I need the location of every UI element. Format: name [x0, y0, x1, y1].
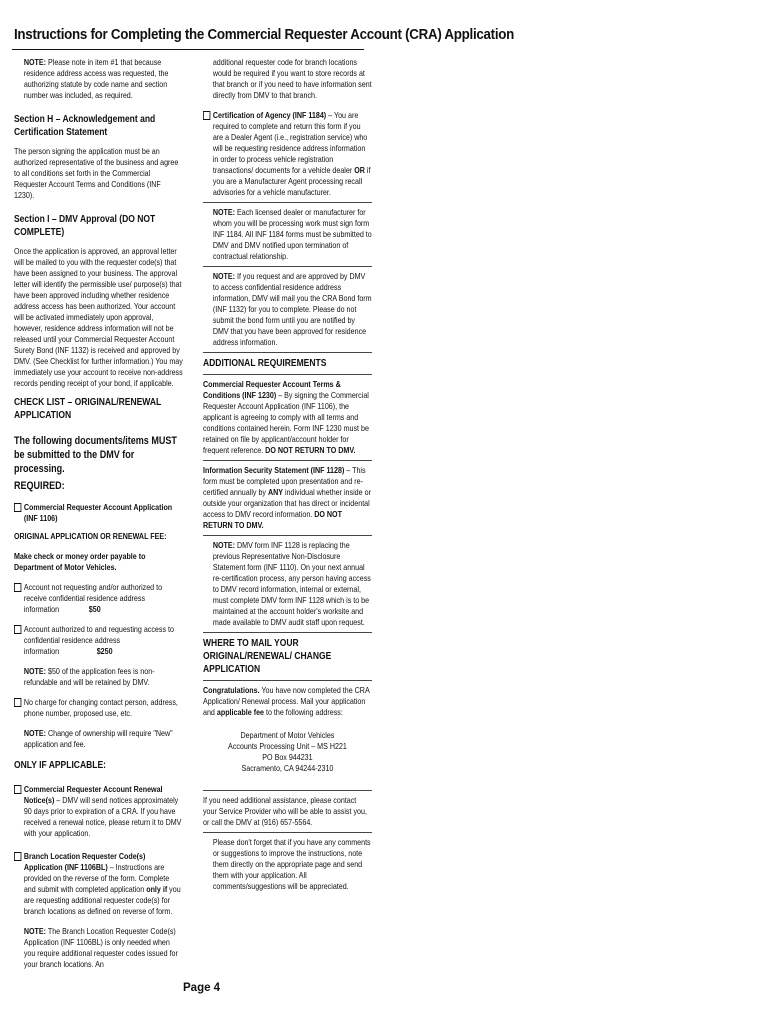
note-branch-location: NOTE: The Branch Location Requester Code(s) Application (INF 1106BL) is only needed when you require additional requester codes issued for your branch locations. An [23, 926, 178, 969]
check-payable-text: Make check or money order payable to Department of Motor Vehicles. [14, 551, 146, 572]
note-dealer: NOTE: Each licensed dealer or manufacturer for whom you will be processing work must sign form INF 1184. All INF 1184 forms must be submitted to DMV and DMV notified upon termination of contractual relationship. [212, 207, 372, 261]
right-column [203, 57, 373, 892]
note-inf-1128: NOTE: DMV form INF 1128 is replacing the previous Representative Non-Disclosure Statement form (INF 1110). On your next annual re-certification process, any person having access to DMV record information, internal or external, must complete DMV form INF 1128 which is to be maintained at the account holder's worksite and made available to DMV audit staff upon request. [212, 540, 371, 627]
divider [203, 202, 372, 203]
checklist-item-cra-application: Commercial Requester Account Application (INF 1106) [14, 502, 183, 524]
terms-and-conditions-text: Commercial Requester Account Terms & Conditions (INF 1230) – By signing the Commercial Requester Account Application (INF 1106), the applicant is agreeing to comply with all terms and conditions contained herein. Form INF 1230 must be retained on file by applicant/account holder for frequent reference. DO NOT RETURN TO DMV. [203, 379, 369, 455]
fee-amount: $250 [96, 646, 113, 656]
checklist-item-no-charge: No charge for changing contact person, address, phone number, proposed use, etc. [14, 697, 183, 719]
divider [203, 790, 372, 791]
page-number: Page 4 [183, 982, 221, 994]
mailing-address-line: Department of Motor Vehicles [240, 730, 335, 740]
checkbox[interactable] [203, 111, 210, 120]
divider [203, 266, 372, 267]
submit-heading: The following documents/items MUST be submitted to the DMV for processing. [14, 435, 177, 475]
required-label: REQUIRED: [14, 480, 65, 492]
divider [203, 832, 372, 833]
divider [203, 374, 372, 375]
only-if-applicable-heading: ONLY IF APPLICABLE: [14, 760, 107, 771]
branch-note-continued: additional requester code for branch locations would be required if you want to store records at that branch or if you need to have information sent directly from DMV to that branch. [212, 57, 372, 100]
note-bond: NOTE: If you request and are approved by DMV to access confidential residence address information, DMV will mail you the CRA Bond form (INF 1132) for you to complete. Please do not submit the bond form until you are notified by DMV that you have been approved for residence address information. [212, 271, 372, 347]
checkbox[interactable] [14, 785, 21, 794]
checkbox[interactable] [14, 583, 21, 592]
assistance-text: If you need additional assistance, please contact your Service Provider who will be able to assist you, or call the DMV at (916) 657-5564. [203, 795, 367, 827]
mailing-address-line: Sacramento, CA 94244-2310 [241, 763, 334, 773]
divider [203, 535, 372, 536]
mailing-address-line: PO Box 944231 [262, 752, 313, 762]
checkbox[interactable] [14, 625, 21, 634]
divider [203, 680, 372, 681]
divider [203, 632, 372, 633]
title-divider [12, 49, 364, 50]
divider [203, 352, 372, 353]
section-h-text: The person signing the application must be an authorized representative of the business and agree to all conditions set forth in the Commercial Requester Account Terms and Conditions (INF 1230). [14, 146, 179, 200]
checklist-heading: CHECK LIST – ORIGINAL/RENEWAL APPLICATION [14, 397, 162, 421]
left-column [14, 57, 184, 970]
fee-heading: ORIGINAL APPLICATION OR RENEWAL FEE: [14, 531, 167, 541]
checklist-item-certification-of-agency: Certification of Agency (INF 1184) – You are required to complete and return this form if you are a Dealer Agent (i.e., registration service) who will be requesting residence address information in order to process vehicle registration transactions/ documents for a vehicle dealer OR if you are a Manufacturer Agent processing recall advisories for a vehicle manufacturer. [203, 110, 372, 198]
information-security-text: Information Security Statement (INF 1128) – This form must be completed upon presentation and re-certified annually by ANY individual whether inside or outside your organization that has direct or incidental access to DMV record information. DO NOT RETURN TO DMV. [203, 465, 371, 530]
checklist-item-fee-50: Account not requesting and/or authorized to receive confidential residence address information $50 [14, 582, 183, 615]
comments-text: Please don't forget that if you have any comments or suggestions to improve the instructions, note them directly on the appropriate page and send them with your application. All comments/suggestions will be appreciated. [212, 837, 371, 891]
page-title: Instructions for Completing the Commercial Requester Account (CRA) Application [14, 27, 515, 43]
note-ownership: NOTE: Change of ownership will require "New" application and fee. [23, 728, 173, 749]
checklist-item-renewal-notice: Commercial Requester Account Renewal Notice(s) – DMV will send notices approximately 90 days prior to expiration of a CRA. If you have received a renewal notice, please return it to DMV with your application. [14, 784, 183, 839]
note-fee-refund: NOTE: $50 of the application fees is non-refundable and will be retained by DMV. [23, 666, 155, 687]
checkbox[interactable] [14, 698, 21, 707]
congratulations-text: Congratulations. You have now completed the CRA Application/ Renewal process. Mail your application and applicable fee to the following address: [203, 685, 370, 717]
section-h-heading: Section H – Acknowledgement and Certification Statement [14, 114, 156, 138]
section-i-text: Once the application is approved, an approval letter will be mailed to you with the requester code(s) that have been assigned to your business. The approval letter will identify the permissible use/ purpose(s) that have been approved including whether residence address access has been authorized. Your account will be activated immediately upon approval, however, residence address information will not be released until your Commercial Requester Account Surety Bond (INF 1132) is received and approved by DMV. (See Checklist for further information.) You may immediately use your account to receive non-address records pending receipt of your bond, if applicable. [14, 246, 183, 388]
additional-requirements-heading: ADDITIONAL REQUIREMENTS [203, 358, 327, 369]
note-residence-address: NOTE: Please note in item #1 that because residence address access was requested, the authorizing statute by code name and section number was included, as required. [23, 57, 169, 100]
mailing-address-line: Accounts Processing Unit – MS H221 [228, 741, 347, 751]
checkbox[interactable] [14, 503, 21, 512]
checklist-item-branch-location: Branch Location Requester Code(s) Application (INF 1106BL) – Instructions are provided on the reverse of the form. Complete and submit with completed application only if you are requesting additional requester code(s) for branch locations as defined on reverse of form. [14, 851, 183, 917]
checkbox[interactable] [14, 852, 21, 861]
fee-amount: $50 [88, 604, 101, 614]
where-to-mail-heading: WHERE TO MAIL YOUR ORIGINAL/RENEWAL/ CHANGE APPLICATION [203, 638, 332, 675]
section-i-heading: Section I – DMV Approval (DO NOT COMPLETE) [14, 214, 156, 238]
checklist-item-fee-250: Account authorized to and requesting access to confidential residence address information $250 [14, 624, 183, 657]
divider [203, 460, 372, 461]
